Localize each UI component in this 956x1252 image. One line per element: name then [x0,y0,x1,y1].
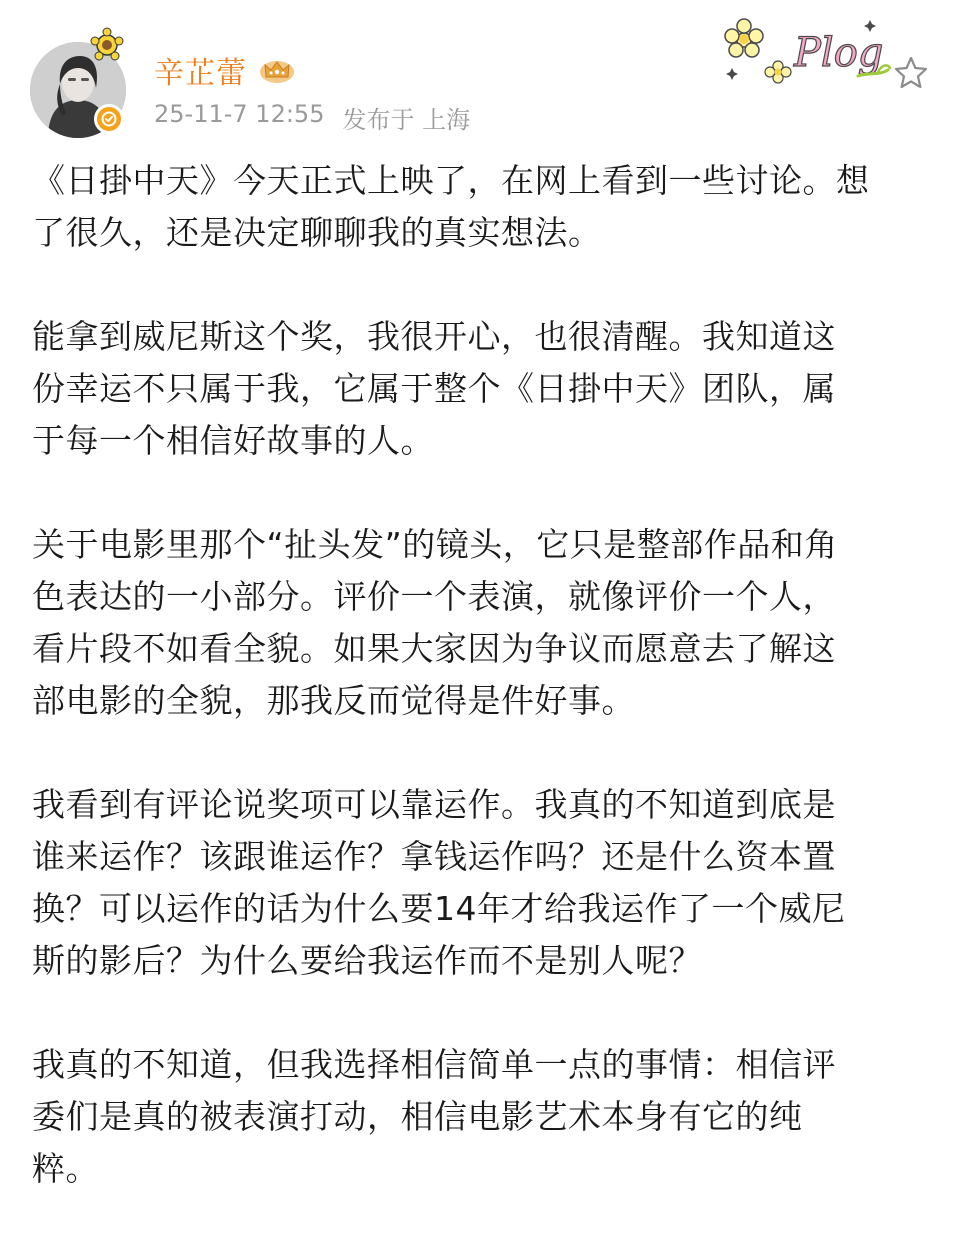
plog-sticker-icon[interactable] [718,14,894,94]
post-body [32,155,932,1247]
post-paragraph: 能拿到威尼斯这个奖，我很开心，也很清醒。我知道这 份幸运不只属于我，它属于整个《日掛中天》团队，属 于每一个相信好故事的人。 [32,317,836,460]
post-header [0,0,956,150]
verified-badge-icon [94,104,124,134]
star-icon[interactable] [892,54,930,92]
sunflower-sticker-icon [88,26,126,64]
post-paragraph: 我看到有评论说奖项可以靠运作。我真的不知道到底是 谁来运作？该跟谁运作？拿钱运作吗？还是什么资本置 换？可以运作的话为什么要14年才给我运作了一个威尼 斯的影后？为什么要给我运作而不是别人呢？ [32,785,846,980]
username-row [154,48,297,92]
crown-vip-icon[interactable] [257,55,297,85]
post-paragraph: 关于电影里那个“扯头发”的镜头，它只是整部作品和角 色表达的一小部分。评价一个表演，就像评价一个人， 看片段不如看全貌。如果大家因为争议而愿意去了解这 部电影的全貌，那我反而觉得是件好事。 [32,525,838,720]
post-location: 发布于 上海 [342,106,471,134]
post-paragraph: 我真的不知道，但我选择相信简单一点的事情：相信评 委们是真的被表演打动，相信电影艺术本身有它的纯 粹。 [32,1045,836,1188]
username[interactable]: 辛芷蕾 [154,56,247,91]
plog-sticker-text: Plog [794,30,884,76]
post-timestamp: 25-11-7 12:55 [154,100,325,128]
post-paragraph: 《日掛中天》今天正式上映了，在网上看到一些讨论。想 了很久，还是决定聊聊我的真实想法。 [32,161,870,252]
post-meta [154,100,470,135]
